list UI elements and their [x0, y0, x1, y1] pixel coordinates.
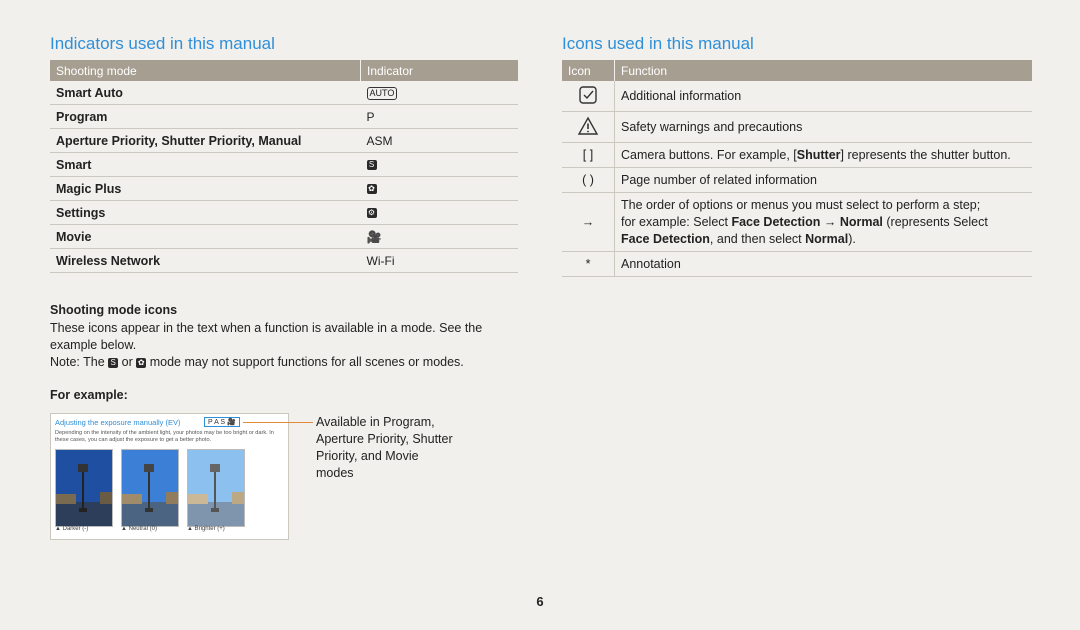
movie-icon: 🎥 [361, 225, 519, 249]
for-example-heading: For example: [50, 388, 128, 402]
table-row [50, 201, 518, 225]
example-description: Depending on the intensity of the ambient light, your photos may be too bright or dark. In these cases, you can adjust the exposure to get a better photo. [55, 430, 274, 443]
program-icon: P [361, 105, 519, 129]
header-indicator: Indicator [361, 60, 519, 81]
example-mode-icons: P A S 🎥 [204, 417, 240, 427]
header-icon: Icon [562, 60, 615, 81]
header-function: Function [615, 60, 1033, 81]
table-row [50, 81, 518, 105]
brackets-icon: [ ] [562, 143, 615, 168]
auto-icon: AUTO [367, 87, 398, 100]
mode-name: Smart Auto [50, 81, 361, 105]
table-row [50, 249, 518, 273]
magic-plus-icon: ✿ [137, 357, 145, 367]
mode-name: Settings [50, 201, 361, 225]
magic-plus-icon: ✿ [368, 184, 375, 194]
shooting-icons-heading: Shooting mode icons [50, 303, 178, 317]
mode-name: Magic Plus [50, 177, 361, 201]
mode-name: Program [50, 105, 361, 129]
caption-brighter: ▲ Brighter (+) [187, 526, 225, 532]
left-title: Indicators used in this manual [50, 34, 275, 53]
photo-neutral [121, 449, 179, 527]
example-title: Adjusting the exposure manually (EV) [55, 418, 181, 427]
asm-icon: ASM [361, 129, 519, 153]
table-row [562, 81, 1032, 112]
shooting-icons-text: These icons appear in the text when a function is available in a mode. See the example below. [50, 321, 483, 352]
function-text: Additional information [615, 81, 1033, 112]
smart-icon: S [108, 358, 118, 368]
function-text: Page number of related information [615, 168, 1033, 193]
callout-text: Available in Program, Aperture Priority, Shutter Priority, and Movie modes [316, 415, 453, 480]
table-row [50, 153, 518, 177]
table-row [562, 252, 1032, 277]
page-number: 6 [536, 594, 544, 609]
table-row [562, 193, 1032, 252]
table-row [562, 143, 1032, 168]
asterisk-icon: * [562, 252, 615, 277]
header-shooting-mode: Shooting mode [50, 60, 361, 81]
settings-icon: ⚙ [367, 208, 376, 218]
mode-name: Wireless Network [50, 249, 361, 273]
table-row [562, 112, 1032, 143]
table-row [50, 129, 518, 153]
callout-line [243, 422, 313, 423]
wifi-icon: Wi-Fi [361, 249, 519, 273]
table-row [50, 225, 518, 249]
caption-darker: ▲ Darker (-) [55, 526, 89, 532]
function-text: Safety warnings and precautions [615, 112, 1033, 143]
icons-table [562, 60, 1032, 277]
right-title: Icons used in this manual [562, 34, 754, 53]
photo-brighter [187, 449, 245, 527]
arrow-icon: → [562, 193, 615, 252]
parentheses-icon: ( ) [562, 168, 615, 193]
example-box [50, 413, 289, 540]
table-row [50, 105, 518, 129]
table-row [562, 168, 1032, 193]
table-row [50, 177, 518, 201]
icons-table-wrap [562, 60, 1032, 277]
note-text: Note: The S or ✿ mode may not support functions for all scenes or modes. [50, 355, 464, 369]
mode-name: Aperture Priority, Shutter Priority, Manual [50, 129, 361, 153]
indicators-table [50, 60, 518, 273]
smart-icon: S [367, 160, 377, 170]
note-icon [578, 85, 598, 105]
caption-neutral: ▲ Neutral (0) [121, 526, 157, 532]
mode-name: Smart [50, 153, 361, 177]
photo-darker [55, 449, 113, 527]
indicators-table-wrap [50, 60, 518, 273]
warning-icon [577, 116, 599, 136]
function-text: Annotation [615, 252, 1033, 277]
function-text: The order of options or menus you must select to perform a step; for example: Select Face Detection → Normal (represents Select Face Detection, and then select Normal). [615, 193, 1033, 252]
function-text: Camera buttons. For example, [Shutter] represents the shutter button. [615, 143, 1033, 168]
mode-name: Movie [50, 225, 361, 249]
